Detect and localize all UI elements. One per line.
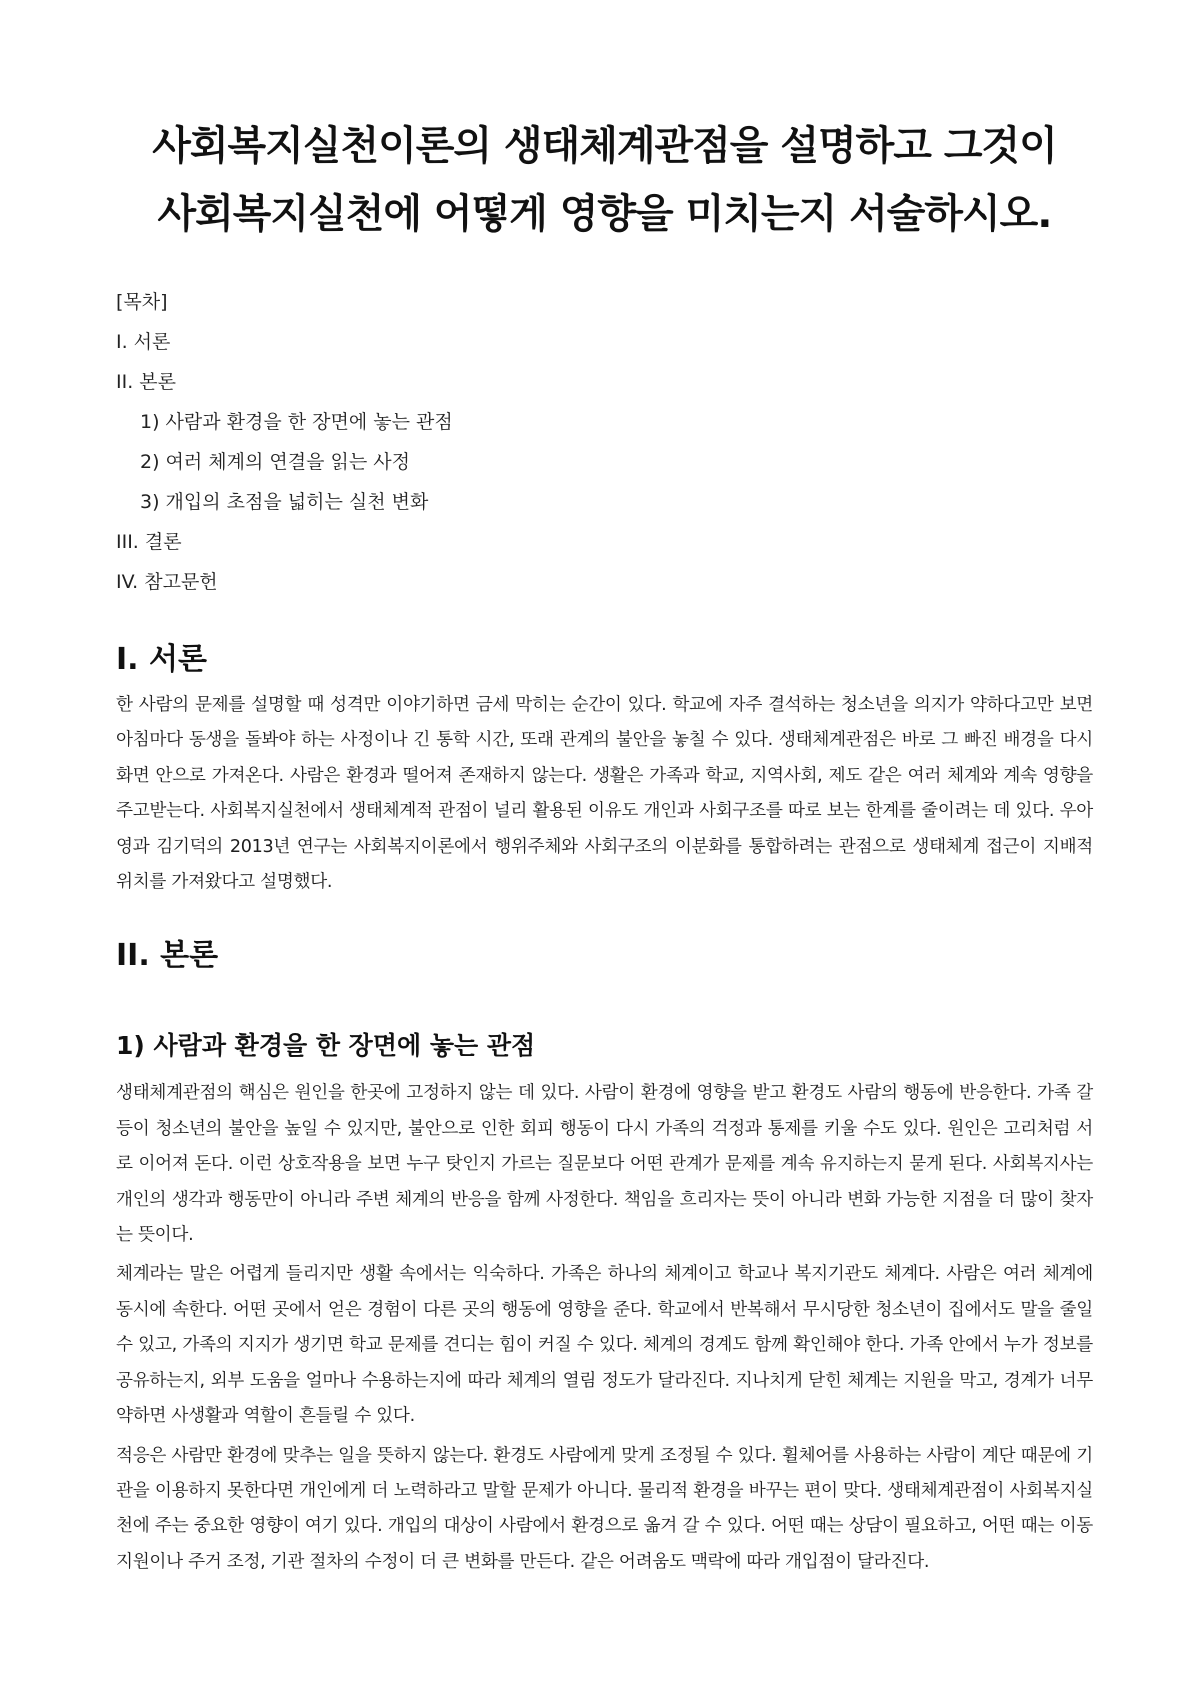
subsection-heading-1: 1) 사람과 환경을 한 장면에 놓는 관점 <box>116 1031 536 1061</box>
body-paragraph-2: 체계라는 말은 어렵게 들리지만 생활 속에서는 익숙하다. 가족은 하나의 체계이고 학교나 복지기관도 체계다. 사람은 여러 체계에 동시에 속한다. 어떤 곳에서 얻은 경험이 다른 곳의 행동에 영향을 준다. 학교에서 반복해서 무시당한 청소년이 집에서도 말을 줄일 수 있고, 가족의 지지가 생기면 학교 문제를 견디는 힘이 커질 수 있다. 체계의 경계도 함께 확인해야 한다. 가족 안에서 누가 정보를 공유하는지, 외부 도움을 얼마나 수용하는지에 따라 체계의 열림 정도가 달라진다. 지나치게 닫힌 체계는 지원을 막고, 경계가 너무 약하면 사생활과 역할이 흔들릴 수 있다. <box>116 1264 1093 1427</box>
toc-item-body-3: 3) 개입의 초점을 넓히는 실천 변화 <box>140 491 429 513</box>
intro-paragraph: 한 사람의 문제를 설명할 때 성격만 이야기하면 금세 막히는 순간이 있다. 학교에 자주 결석하는 청소년을 의지가 약하다고만 보면 아침마다 동생을 돌봐야 하는 사정이나 긴 통학 시간, 또래 관계의 불안을 놓칠 수 있다. 생태체계관점은 바로 그 빠진 배경을 다시 화면 안으로 가져온다. 사람은 환경과 떨어져 존재하지 않는다. 생활은 가족과 학교, 지역사회, 제도 같은 여러 체계와 계속 영향을 주고받는다. 사회복지실천에서 생태체계적 관점이 널리 활용된 이유도 개인과 사회구조를 따로 보는 한계를 줄이려는 데 있다. 우아영과 김기덕의 2013년 연구는 사회복지이론에서 행위주체와 사회구조의 이분화를 통합하려는 관점으로 생태체계 접근이 지배적 위치를 가져왔다고 설명했다. <box>116 695 1093 893</box>
toc-item-conclusion: III. 결론 <box>116 531 182 553</box>
section-heading-body: II. 본론 <box>116 938 219 974</box>
body-paragraph-3: 적응은 사람만 환경에 맞추는 일을 뜻하지 않는다. 환경도 사람에게 맞게 조정될 수 있다. 휠체어를 사용하는 사람이 계단 때문에 기관을 이용하지 못한다면 개인에게 더 노력하라고 말할 문제가 아니다. 물리적 환경을 바꾸는 편이 맞다. 생태체계관점이 사회복지실천에 주는 중요한 영향이 여기 있다. 개입의 대상이 사람에서 환경으로 옮겨 갈 수 있다. 어떤 때는 상담이 필요하고, 어떤 때는 이동지원이나 주거 조정, 기관 절차의 수정이 더 큰 변화를 만든다. 같은 어려움도 맥락에 따라 개입점이 달라진다. <box>116 1445 1093 1572</box>
table-of-contents <box>116 282 1093 602</box>
section-heading-intro: I. 서론 <box>116 642 207 677</box>
toc-item-references: IV. 참고문헌 <box>116 571 218 593</box>
document-title: 사회복지실천이론의 생태체계관점을 설명하고 그것이 사회복지실천에 어떻게 영향을 미치는지 서술하시오. <box>152 123 1057 237</box>
toc-item-body: II. 본론 <box>116 371 176 393</box>
toc-item-body-1: 1) 사람과 환경을 한 장면에 놓는 관점 <box>140 411 453 433</box>
toc-item-body-2: 2) 여러 체계의 연결을 읽는 사정 <box>140 451 410 473</box>
toc-heading: [목차] <box>116 291 168 313</box>
body-paragraph-1: 생태체계관점의 핵심은 원인을 한곳에 고정하지 않는 데 있다. 사람이 환경에 영향을 받고 환경도 사람의 행동에 반응한다. 가족 갈등이 청소년의 불안을 높일 수 있지만, 불안으로 인한 회피 행동이 다시 가족의 걱정과 통제를 키울 수도 있다. 원인은 고리처럼 서로 이어져 돈다. 이런 상호작용을 보면 누구 탓인지 가르는 질문보다 어떤 관계가 문제를 계속 유지하는지 묻게 된다. 사회복지사는 개인의 생각과 행동만이 아니라 주변 체계의 반응을 함께 사정한다. 책임을 흐리자는 뜻이 아니라 변화 가능한 지점을 더 많이 찾자는 뜻이다. <box>116 1083 1093 1246</box>
toc-item-intro: I. 서론 <box>116 331 171 353</box>
